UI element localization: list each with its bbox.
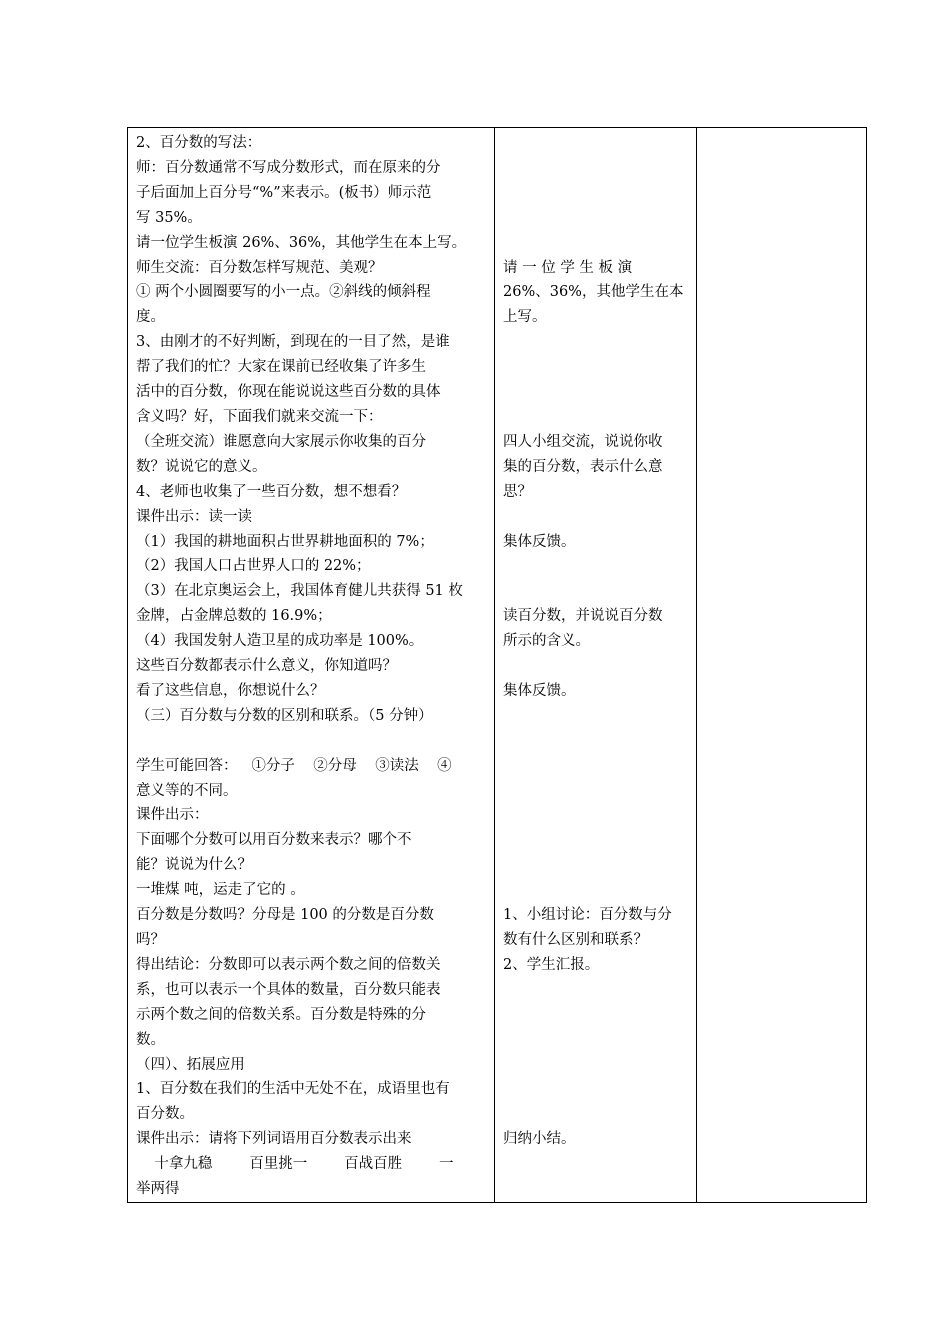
teacher-text-line: 百分数是分数吗？分母是 100 的分数是百分数 <box>136 907 434 924</box>
student-text-line: 归纳小结。 <box>503 1131 576 1148</box>
student-text-line <box>503 853 688 878</box>
teacher-text-line: 数？说说它的意义。 <box>136 458 267 475</box>
teacher-text-line: 这些百分数都表示什么意义，你知道吗？ <box>136 658 397 675</box>
teacher-text-line: 数。 <box>136 1031 165 1048</box>
teacher-text-line <box>136 729 486 754</box>
teacher-text-line: 吗？ <box>136 932 165 948</box>
student-text-line <box>503 505 688 530</box>
teacher-text-line: （三）百分数与分数的区别和联系。（5 分钟） <box>136 707 433 724</box>
student-text-line: 上写。 <box>503 309 547 326</box>
teacher-text-line: 子后面加上百分号“%”来表示。(板书）师示范 <box>136 184 432 201</box>
student-text-line <box>503 330 688 355</box>
student-text-line: 所示的含义。 <box>503 633 590 650</box>
teacher-text-line: 4、老师也收集了一些百分数，想不想看？ <box>136 483 407 500</box>
teacher-text-line: （全班交流）谁愿意向大家展示你收集的百分 <box>136 433 426 450</box>
teacher-text-line: 能？说说为什么？ <box>136 857 252 874</box>
notes-cell <box>697 128 867 1203</box>
student-text-line <box>503 1102 688 1127</box>
student-text-line <box>503 754 688 779</box>
student-text-line <box>503 779 688 804</box>
student-text-line <box>503 579 688 604</box>
teacher-text-line: 课件出示：读一读 <box>136 508 252 525</box>
teacher-text-line: 含义吗？好，下面我们就来交流一下： <box>136 408 383 425</box>
student-text-line <box>503 231 688 256</box>
student-text-line <box>503 878 688 903</box>
teacher-text-line: 得出结论：分数即可以表示两个数之间的倍数关 <box>136 956 441 973</box>
teacher-text-line: 度。 <box>136 309 165 326</box>
student-text-line <box>503 1003 688 1028</box>
teacher-text-line: 十拿九稳 百里挑一 百战百胜 一 <box>136 1156 454 1173</box>
student-text-line: 1、小组讨论：百分数与分 <box>503 907 672 924</box>
student-text-line <box>503 156 688 181</box>
student-text-line: 请 一 位 学 生 板 演 <box>503 259 633 276</box>
teacher-activity-cell <box>128 128 495 1203</box>
student-text-line: 2、学生汇报。 <box>503 956 600 973</box>
teacher-text-line: 1、百分数在我们的生活中无处不在，成语里也有 <box>136 1081 450 1098</box>
teacher-text-line: （1）我国的耕地面积占世界耕地面积的 7%； <box>136 533 434 550</box>
student-text-line <box>503 978 688 1003</box>
student-text-line: 26%、36%，其他学生在本 <box>503 284 684 301</box>
teacher-text-line: 课件出示： <box>136 807 209 824</box>
student-text-line <box>503 181 688 206</box>
teacher-text-line: ① 两个小圆圈要写的小一点。②斜线的倾斜程 <box>136 284 431 301</box>
student-text-line <box>503 355 688 380</box>
teacher-text-line: 写 35%。 <box>136 209 202 226</box>
student-text-line <box>503 131 688 156</box>
teacher-text-line: 2、百分数的写法： <box>136 135 262 151</box>
teacher-text-line: 一堆煤 吨，运走了它的 。 <box>136 882 305 899</box>
teacher-text-line: 示两个数之间的倍数关系。百分数是特殊的分 <box>136 1006 426 1023</box>
teacher-text-line: 帮了我们的忙？大家在课前已经收集了许多生 <box>136 359 426 376</box>
teacher-text-line: （3）在北京奥运会上，我国体育健儿共获得 51 枚 <box>136 583 463 600</box>
student-text-line: 读百分数，并说说百分数 <box>503 608 663 625</box>
teacher-text-line: 意义等的不同。 <box>136 782 238 799</box>
teacher-text-line: 3、由刚才的不好判断，到现在的一目了然，是谁 <box>136 334 450 351</box>
teacher-text-line: 请一位学生板演 26%、36%，其他学生在本上写。 <box>136 234 467 251</box>
teacher-text-line: 系，也可以表示一个具体的数量，百分数只能表 <box>136 981 441 998</box>
student-text-line: 集体反馈。 <box>503 533 576 550</box>
student-text-line: 集的百分数，表示什么意 <box>503 458 663 475</box>
table-row <box>128 128 867 1203</box>
student-text-line <box>503 554 688 579</box>
student-text-line <box>503 828 688 853</box>
student-text-line <box>503 1077 688 1102</box>
student-text-line: 数有什么区别和联系？ <box>503 932 648 948</box>
teacher-text-line: 师生交流：百分数怎样写规范、美观？ <box>136 259 383 276</box>
teacher-text-line: 下面哪个分数可以用百分数来表示？哪个不 <box>136 832 412 849</box>
student-text-line <box>503 380 688 405</box>
student-activity-cell <box>495 128 697 1203</box>
teacher-text-line: 活中的百分数，你现在能说说这些百分数的具体 <box>136 384 441 401</box>
teacher-text-line: （四）、拓展应用 <box>136 1056 245 1073</box>
student-text-line <box>503 1053 688 1078</box>
teacher-text-line: 金牌，占金牌总数的 16.9%； <box>136 608 332 625</box>
teacher-text-line: 学生可能回答： ①分子 ②分母 ③读法 ④ <box>136 757 452 774</box>
student-text-line <box>503 206 688 231</box>
student-text-line: 四人小组交流，说说你收 <box>503 433 663 450</box>
student-text-line <box>503 405 688 430</box>
student-text-line <box>503 654 688 679</box>
teacher-text-line: 百分数。 <box>136 1106 194 1123</box>
student-text-line <box>503 1028 688 1053</box>
student-text-line <box>503 803 688 828</box>
student-text-line <box>503 729 688 754</box>
teacher-text-line: 看了这些信息，你想说什么？ <box>136 682 325 699</box>
teacher-text-line: 师：百分数通常不写成分数形式，而在原来的分 <box>136 159 441 176</box>
student-text-line: 集体反馈。 <box>503 682 576 699</box>
teacher-text-line: （4）我国发射人造卫星的成功率是 100%。 <box>136 633 424 650</box>
student-text-line: 思？ <box>503 483 532 500</box>
student-text-line <box>503 704 688 729</box>
lesson-plan-table <box>127 127 867 1203</box>
teacher-text-line: （2）我国人口占世界人口的 22%； <box>136 558 371 575</box>
teacher-text-line: 课件出示：请将下列词语用百分数表示出来 <box>136 1131 412 1148</box>
teacher-text-line: 举两得 <box>136 1181 180 1198</box>
